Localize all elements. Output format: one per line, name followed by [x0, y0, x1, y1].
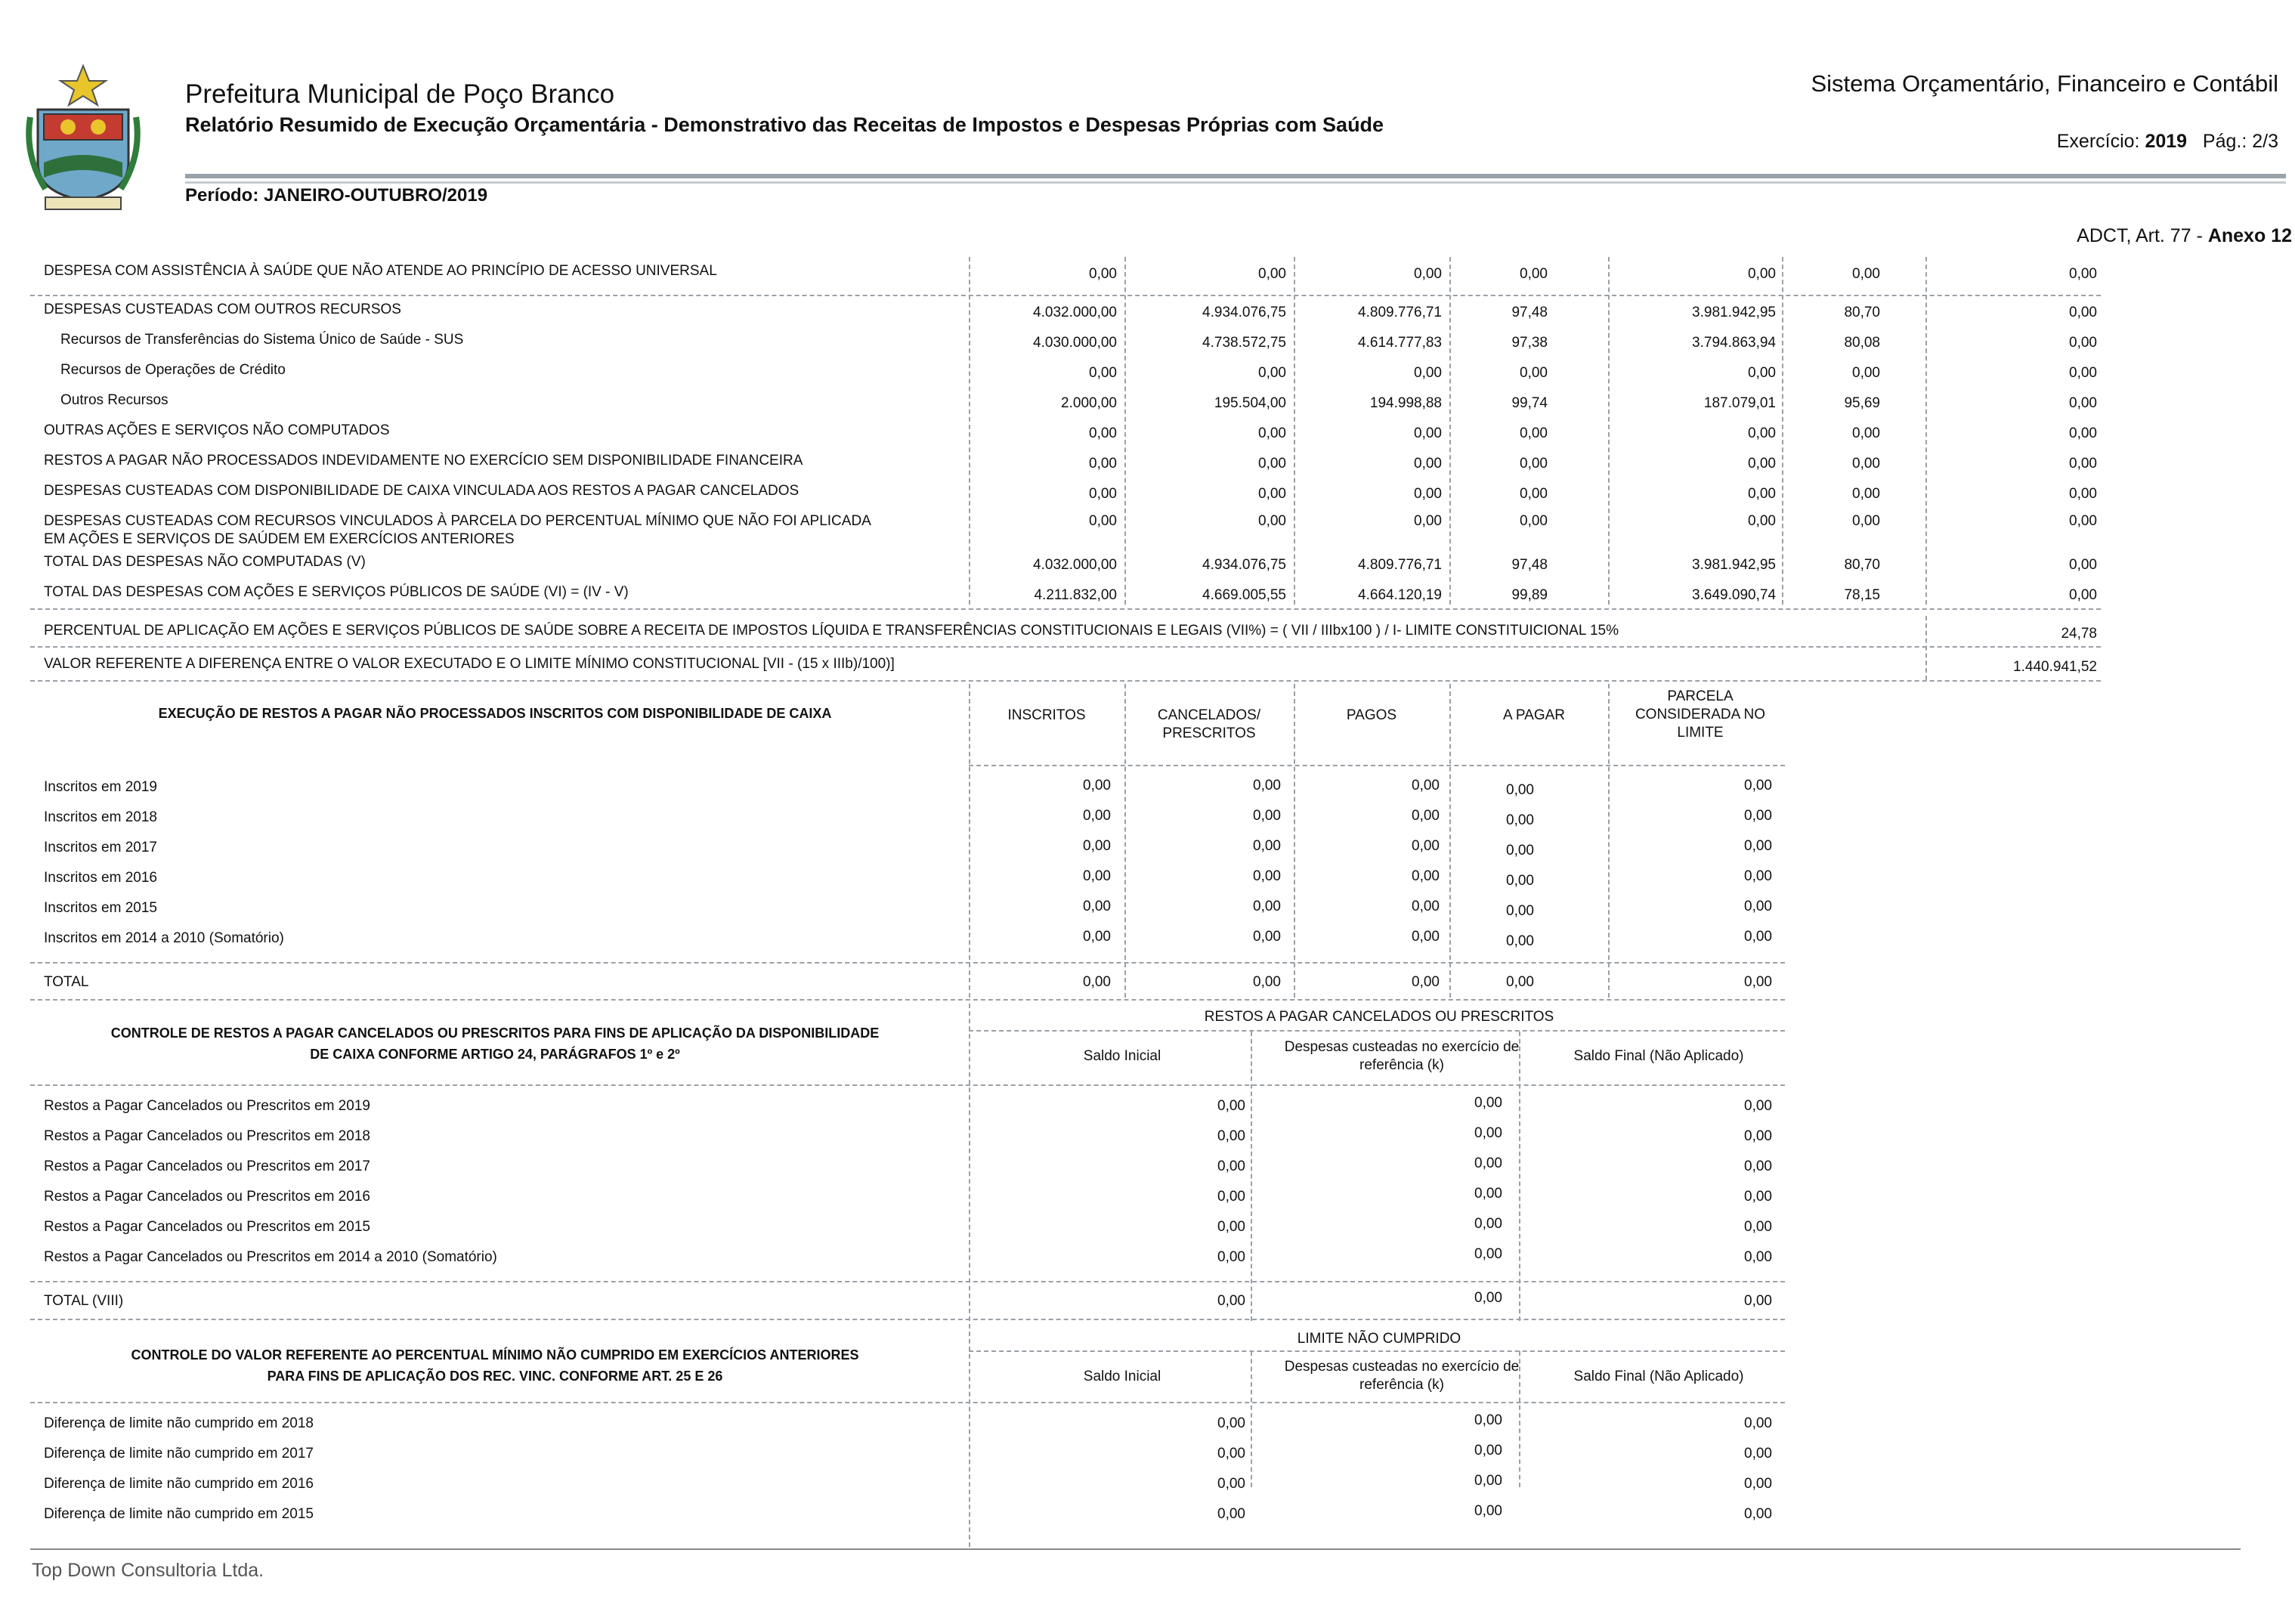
table-cell-value: 3.981.942,95 [1692, 557, 1776, 573]
difference-value: 1.440.941,52 [2013, 659, 2097, 675]
table-cell-value: 0,00 [1474, 1412, 1502, 1428]
table-cell-value: 0,00 [1748, 513, 1776, 529]
col-a-pagar: A PAGAR [1502, 707, 1565, 723]
table-cell-value: 78,15 [1844, 587, 1880, 603]
row-separator [30, 295, 2101, 296]
table-cell-value: 0,00 [1744, 1098, 1772, 1114]
table-cell-value: 0,00 [1217, 1506, 1245, 1522]
table-cell-value: 99,89 [1511, 587, 1548, 603]
table-row-label: Outros Recursos [60, 392, 169, 408]
table-cell-value: 0,00 [1744, 1219, 1772, 1235]
table-cell-value: 3.794.863,94 [1692, 335, 1776, 351]
table-cell-value: 0,00 [1414, 266, 1442, 282]
percentage-value: 24,78 [2061, 626, 2097, 642]
report-subtitle: Relatório Resumido de Execução Orçamentária - Demonstrativo das Receitas de Impostos e Despesas Próprias com Saúde [185, 113, 1384, 136]
table-row-label: Restos a Pagar Cancelados ou Prescritos em 2014 a 2010 (Somatório) [44, 1249, 497, 1265]
table-cell-value: 0,00 [1217, 1189, 1245, 1205]
table-cell-value: 4.934.076,75 [1202, 305, 1286, 320]
table-cell-value: 0,00 [1258, 266, 1286, 282]
table-cell-value: 0,00 [1506, 873, 1534, 889]
table-total-value: 0,00 [1083, 974, 1111, 990]
table-total-value: 0,00 [1217, 1293, 1245, 1309]
crest-icon [23, 64, 144, 215]
column-separator [969, 1324, 970, 1547]
table-total-value: 0,00 [1744, 974, 1772, 990]
table-total-label: TOTAL (VIII) [44, 1293, 124, 1309]
table-cell-value: 0,00 [1474, 1473, 1502, 1489]
row-separator [30, 999, 1785, 1001]
table-cell-value: 0,00 [1748, 486, 1776, 502]
table-row-label: Inscritos em 2017 [44, 840, 157, 855]
table-row-label: Inscritos em 2015 [44, 900, 157, 916]
table-cell-value: 0,00 [1217, 1128, 1245, 1144]
table-cell-value: 0,00 [1414, 456, 1442, 472]
table-cell-value: 4.669.005,55 [1202, 587, 1286, 603]
table-total-value: 0,00 [1744, 1293, 1772, 1309]
table-cell-value: 4.738.572,75 [1202, 335, 1286, 351]
column-separator [969, 1004, 970, 1321]
table-row-label: Diferença de limite não cumprido em 2018 [44, 1415, 314, 1431]
table-cell-value: 80,70 [1844, 557, 1880, 573]
table-cell-value: 0,00 [1217, 1446, 1245, 1462]
table-cell-value: 0,00 [1520, 425, 1548, 441]
column-separator [1124, 684, 1126, 998]
table-row-label: Restos a Pagar Cancelados ou Prescritos em 2016 [44, 1189, 370, 1205]
table-cell-value: 97,48 [1511, 557, 1548, 573]
table-row-label: Inscritos em 2019 [44, 779, 157, 795]
table-row-label: Restos a Pagar Cancelados ou Prescritos em 2018 [44, 1128, 370, 1144]
table-cell-value: 0,00 [1852, 425, 1880, 441]
table-row-label: Diferença de limite não cumprido em 2017 [44, 1446, 314, 1462]
table-row-label: OUTRAS AÇÕES E SERVIÇOS NÃO COMPUTADOS [44, 422, 390, 438]
table-cell-value: 0,00 [1083, 808, 1111, 824]
table-cell-value: 0,00 [1089, 513, 1117, 529]
table-cell-value: 0,00 [1852, 266, 1880, 282]
table-cell-value: 0,00 [1414, 513, 1442, 529]
difference-label: VALOR REFERENTE A DIFERENÇA ENTRE O VALOR EXECUTADO E O LIMITE MÍNIMO CONSTITUCIONAL [VII - (15 x IIIb)/100)] [44, 656, 895, 672]
table-cell-value: 195.504,00 [1214, 395, 1286, 411]
table-cell-value: 0,00 [1412, 929, 1440, 945]
exercise-label: Exercício: [2056, 131, 2140, 152]
column-separator [1294, 257, 1295, 605]
table-cell-value: 0,00 [2069, 456, 2097, 472]
table-cell-value: 0,00 [1412, 899, 1440, 914]
municipal-crest [23, 64, 144, 215]
table-row-label: Recursos de Operações de Crédito [60, 362, 286, 378]
row-separator [30, 1402, 1785, 1403]
table-row-label: TOTAL DAS DESPESAS NÃO COMPUTADAS (V) [44, 554, 366, 570]
table-cell-value: 0,00 [1217, 1476, 1245, 1492]
row-separator [30, 646, 2101, 648]
table-row-label: DESPESAS CUSTEADAS COM DISPONIBILIDADE DE CAIXA VINCULADA AOS RESTOS A PAGAR CANCELADOS [44, 483, 800, 499]
table4-col-despesas: Despesas custeadas no exercício de referência (k) [1284, 1359, 1520, 1393]
table-cell-value: 0,00 [1253, 929, 1281, 945]
table-cell-value: 0,00 [2069, 266, 2097, 282]
column-separator [1519, 1032, 1520, 1321]
table-row-label: Restos a Pagar Cancelados ou Prescritos em 2015 [44, 1219, 370, 1235]
column-separator [1294, 684, 1295, 998]
row-separator [30, 962, 1785, 964]
table-cell-value: 0,00 [1217, 1249, 1245, 1265]
table-cell-value: 0,00 [1744, 1446, 1772, 1462]
table-total-value: 0,00 [1474, 1290, 1502, 1306]
table-cell-value: 4.809.776,71 [1358, 557, 1442, 573]
table-cell-value: 0,00 [1852, 486, 1880, 502]
table-cell-value: 0,00 [1748, 425, 1776, 441]
table-cell-value: 4.030.000,00 [1033, 335, 1117, 351]
column-separator [1608, 684, 1610, 998]
table4-title-line1: CONTROLE DO VALOR REFERENTE AO PERCENTUAL MÍNIMO NÃO CUMPRIDO EM EXERCÍCIOS ANTERIORES [131, 1347, 859, 1363]
column-separator [1251, 1032, 1252, 1321]
table-cell-value: 0,00 [1083, 868, 1111, 884]
table3-title-line2: DE CAIXA CONFORME ARTIGO 24, PARÁGRAFOS 1º e 2º [310, 1047, 680, 1062]
table4-group-header: LIMITE NÃO CUMPRIDO [1297, 1331, 1461, 1347]
table-row-label: RESTOS A PAGAR NÃO PROCESSADOS INDEVIDAMENTE NO EXERCÍCIO SEM DISPONIBILIDADE FINANCEIRA [44, 453, 803, 469]
row-separator [969, 1030, 1785, 1032]
table-cell-value: 0,00 [1474, 1186, 1502, 1202]
table-cell-value: 0,00 [1506, 903, 1534, 919]
table-cell-value: 0,00 [1089, 425, 1117, 441]
table-cell-value: 0,00 [2069, 587, 2097, 603]
table-cell-value: 0,00 [1474, 1216, 1502, 1232]
table-cell-value: 0,00 [2069, 395, 2097, 411]
table-cell-value: 0,00 [1474, 1155, 1502, 1171]
table-cell-value: 0,00 [1506, 782, 1534, 798]
column-separator [1449, 684, 1451, 998]
table-total-value: 0,00 [1506, 974, 1534, 990]
table-cell-value: 4.032.000,00 [1033, 557, 1117, 573]
table-cell-value: 0,00 [2069, 365, 2097, 381]
table-cell-value: 0,00 [2069, 305, 2097, 320]
table-cell-value: 0,00 [2069, 486, 2097, 502]
annex-number: Anexo 12 [2207, 225, 2292, 246]
footer-company: Top Down Consultoria Ltda. [32, 1560, 264, 1581]
table-cell-value: 0,00 [1089, 486, 1117, 502]
table-cell-value: 0,00 [1217, 1219, 1245, 1235]
table-cell-value: 0,00 [1744, 1128, 1772, 1144]
annex-reference [2077, 225, 2292, 247]
table-cell-value: 0,00 [1852, 456, 1880, 472]
table-cell-value: 99,74 [1511, 395, 1548, 411]
table-cell-value: 0,00 [1744, 1476, 1772, 1492]
table-cell-value: 2.000,00 [1061, 395, 1117, 411]
table-cell-value: 0,00 [1258, 365, 1286, 381]
percentage-label: PERCENTUAL DE APLICAÇÃO EM AÇÕES E SERVIÇOS PÚBLICOS DE SAÚDE SOBRE A RECEITA DE IMPOSTOS LÍQUIDA E TRANSFERÊNCIAS CONSTITUCIONAIS E LEGAIS (VII%) = ( VII / IIIbx100 ) / I- LIMITE CONSTITUICIONAL 15% [44, 623, 1619, 639]
table-cell-value: 0,00 [1744, 1506, 1772, 1522]
table-cell-value: 0,00 [1412, 778, 1440, 793]
table-cell-value: 0,00 [1744, 1189, 1772, 1205]
exercise-info [2057, 131, 2278, 153]
table-cell-value: 0,00 [1083, 899, 1111, 914]
column-separator [1925, 616, 1927, 680]
table3-col-despesas: Despesas custeadas no exercício de referência (k) [1284, 1039, 1520, 1073]
table-cell-value: 0,00 [1414, 425, 1442, 441]
table-cell-value: 0,00 [2069, 513, 2097, 529]
table-cell-value: 0,00 [1258, 425, 1286, 441]
table-cell-value: 0,00 [1474, 1246, 1502, 1262]
column-separator [1608, 257, 1610, 605]
table-cell-value: 0,00 [1520, 365, 1548, 381]
table-cell-value: 0,00 [1253, 899, 1281, 914]
column-separator [1925, 257, 1927, 605]
column-separator [1449, 257, 1451, 605]
table-cell-value: 0,00 [1852, 513, 1880, 529]
table-row-label: Diferença de limite não cumprido em 2015 [44, 1506, 314, 1522]
table4-col-saldo-inicial: Saldo Inicial [1083, 1369, 1161, 1384]
table-cell-value: 0,00 [1520, 456, 1548, 472]
column-separator [1519, 1351, 1520, 1487]
table-cell-value: 0,00 [1412, 838, 1440, 854]
table-cell-value: 80,08 [1844, 335, 1880, 351]
row-separator [30, 1319, 1785, 1320]
table2-title: EXECUÇÃO DE RESTOS A PAGAR NÃO PROCESSADOS INSCRITOS COM DISPONIBILIDADE DE CAIXA [158, 706, 832, 721]
table-row-label: Inscritos em 2014 a 2010 (Somatório) [44, 930, 284, 946]
table-row-label: Restos a Pagar Cancelados ou Prescritos em 2017 [44, 1158, 370, 1174]
page-number: Pág.: 2/3 [2202, 131, 2278, 152]
table-cell-value: 0,00 [1258, 456, 1286, 472]
table-cell-value: 97,48 [1511, 305, 1548, 320]
row-separator [30, 1084, 1785, 1086]
table-cell-value: 0,00 [1253, 838, 1281, 854]
table-cell-value: 3.981.942,95 [1692, 305, 1776, 320]
table-cell-value: 0,00 [1083, 778, 1111, 793]
column-separator [969, 684, 970, 998]
table-cell-value: 0,00 [1253, 868, 1281, 884]
table-cell-value: 4.032.000,00 [1033, 305, 1117, 320]
table-cell-value: 0,00 [1744, 838, 1772, 854]
table-cell-value: 0,00 [2069, 335, 2097, 351]
table-total-label: TOTAL [44, 974, 89, 990]
table-cell-value: 0,00 [1748, 456, 1776, 472]
table-cell-value: 4.664.120,19 [1358, 587, 1442, 603]
table-cell-value: 0,00 [1258, 513, 1286, 529]
table-cell-value: 0,00 [1474, 1125, 1502, 1141]
table-cell-value: 0,00 [1253, 808, 1281, 824]
table-total-value: 0,00 [1412, 974, 1440, 990]
municipality-title: Prefeitura Municipal de Poço Branco [185, 79, 615, 109]
table-row-label: Inscritos em 2018 [44, 809, 157, 825]
column-separator [1251, 1351, 1252, 1487]
table-cell-value: 0,00 [1414, 365, 1442, 381]
table-cell-value: 0,00 [1412, 808, 1440, 824]
table4-col-saldo-final: Saldo Final (Não Aplicado) [1573, 1369, 1744, 1384]
table-cell-value: 0,00 [1744, 929, 1772, 945]
table-cell-value: 0,00 [1506, 812, 1534, 828]
table-cell-value: 0,00 [1217, 1098, 1245, 1114]
table-cell-value: 95,69 [1844, 395, 1880, 411]
table-cell-value: 97,38 [1511, 335, 1548, 351]
row-separator [969, 1350, 1785, 1352]
table-cell-value: 0,00 [1744, 808, 1772, 824]
table3-group-header: RESTOS A PAGAR CANCELADOS OU PRESCRITOS [1204, 1009, 1554, 1025]
table-cell-value: 4.934.076,75 [1202, 557, 1286, 573]
table-cell-value: 0,00 [1083, 929, 1111, 945]
table-cell-value: 0,00 [1506, 843, 1534, 858]
table-cell-value: 0,00 [1748, 266, 1776, 282]
column-separator [1124, 257, 1126, 605]
table-cell-value: 0,00 [2069, 557, 2097, 573]
header-rule-light [185, 181, 2286, 184]
table3-col-saldo-inicial: Saldo Inicial [1083, 1048, 1161, 1064]
header-rule [185, 174, 2286, 178]
table-row-label: DESPESAS CUSTEADAS COM OUTROS RECURSOS [44, 302, 401, 317]
row-separator [30, 1281, 1785, 1282]
table-row-label: DESPESA COM ASSISTÊNCIA À SAÚDE QUE NÃO ATENDE AO PRINCÍPIO DE ACESSO UNIVERSAL [44, 263, 717, 279]
table-cell-value: 0,00 [1744, 899, 1772, 914]
table-row-label: TOTAL DAS DESPESAS COM AÇÕES E SERVIÇOS PÚBLICOS DE SAÚDE (VI) = (IV - V) [44, 584, 629, 600]
annex-prefix: ADCT, Art. 77 - [2077, 225, 2203, 246]
table-cell-value: 0,00 [1744, 1249, 1772, 1265]
table-row-label: Restos a Pagar Cancelados ou Prescritos em 2019 [44, 1098, 370, 1114]
table-cell-value: 194.998,88 [1369, 395, 1442, 411]
table-cell-value: 0,00 [1506, 933, 1534, 949]
table-cell-value: 4.809.776,71 [1358, 305, 1442, 320]
table-cell-value: 0,00 [1253, 778, 1281, 793]
footer-rule [30, 1548, 2241, 1550]
exercise-year: 2019 [2145, 131, 2188, 152]
table-cell-value: 187.079,01 [1703, 395, 1776, 411]
table-cell-value: 0,00 [1744, 868, 1772, 884]
table-cell-value: 0,00 [2069, 425, 2097, 441]
table-cell-value: 0,00 [1748, 365, 1776, 381]
table-cell-value: 0,00 [1089, 456, 1117, 472]
table-cell-value: 0,00 [1474, 1503, 1502, 1519]
table3-col-saldo-final: Saldo Final (Não Aplicado) [1573, 1048, 1744, 1064]
column-separator [1782, 257, 1783, 605]
row-separator [969, 765, 1785, 766]
table-total-value: 0,00 [1253, 974, 1281, 990]
table-cell-value: 0,00 [1258, 486, 1286, 502]
table-cell-value: 0,00 [1089, 266, 1117, 282]
table-cell-value: 3.649.090,74 [1692, 587, 1776, 603]
table-cell-value: 0,00 [1852, 365, 1880, 381]
table-cell-value: 0,00 [1414, 486, 1442, 502]
table-cell-value: 0,00 [1089, 365, 1117, 381]
col-cancelados: CANCELADOS/ PRESCRITOS [1157, 707, 1261, 741]
table-cell-value: 0,00 [1520, 486, 1548, 502]
table-cell-value: 4.614.777,83 [1358, 335, 1442, 351]
table-cell-value: 0,00 [1744, 1415, 1772, 1431]
col-parcela: PARCELA CONSIDERADA NO LIMITE [1635, 688, 1766, 741]
table-cell-value: 0,00 [1744, 1158, 1772, 1174]
report-period: Período: JANEIRO-OUTUBRO/2019 [185, 185, 488, 206]
table-cell-value: 0,00 [1217, 1158, 1245, 1174]
table-row-label: DESPESAS CUSTEADAS COM RECURSOS VINCULADOS À PARCELA DO PERCENTUAL MÍNIMO QUE NÃO FOI APLICADA EM AÇÕES E SERVIÇOS DE SAÚDEM EM EXERCÍCIOS ANTERIORES [44, 513, 871, 547]
table-cell-value: 0,00 [1083, 838, 1111, 854]
table-cell-value: 0,00 [1474, 1095, 1502, 1111]
system-name: Sistema Orçamentário, Financeiro e Contábil [1811, 70, 2278, 97]
row-separator [30, 680, 2101, 682]
row-separator [30, 608, 2101, 610]
table3-title-line1: CONTROLE DE RESTOS A PAGAR CANCELADOS OU PRESCRITOS PARA FINS DE APLICAÇÃO DA DISPONIBILIDADE [110, 1025, 880, 1041]
table4-title-line2: PARA FINS DE APLICAÇÃO DOS REC. VINC. CONFORME ART. 25 E 26 [267, 1369, 723, 1384]
col-pagos: PAGOS [1346, 707, 1397, 723]
table-cell-value: 80,70 [1844, 305, 1880, 320]
table-cell-value: 0,00 [1217, 1415, 1245, 1431]
table-cell-value: 4.211.832,00 [1034, 587, 1117, 603]
table-cell-value: 0,00 [1412, 868, 1440, 884]
col-inscritos: INSCRITOS [1007, 707, 1086, 723]
table-row-label: Diferença de limite não cumprido em 2016 [44, 1476, 314, 1492]
table-row-label: Inscritos em 2016 [44, 870, 157, 886]
table-cell-value: 0,00 [1744, 778, 1772, 793]
table-row-label: Recursos de Transferências do Sistema Único de Saúde - SUS [60, 332, 464, 348]
table-cell-value: 0,00 [1474, 1443, 1502, 1459]
table-cell-value: 0,00 [1520, 513, 1548, 529]
table-cell-value: 0,00 [1520, 266, 1548, 282]
column-separator [969, 257, 970, 605]
